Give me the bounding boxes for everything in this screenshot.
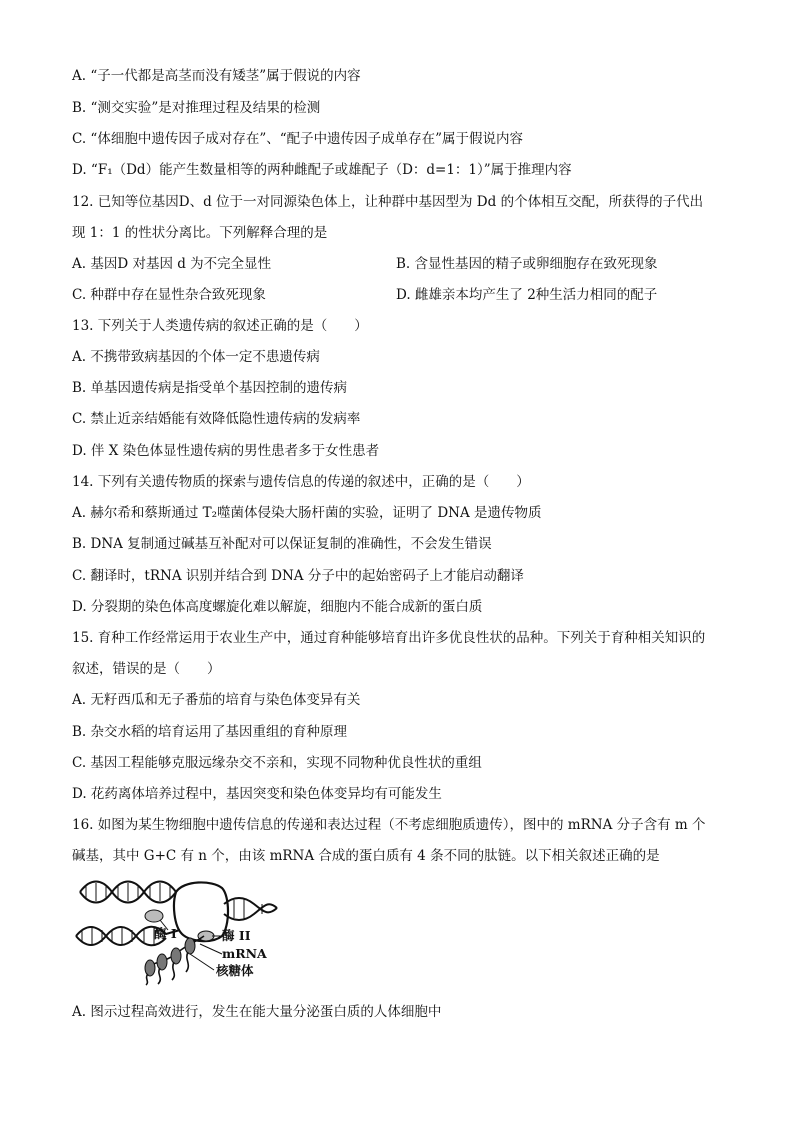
ribosome-2 bbox=[171, 948, 181, 964]
enzyme-2-label: 酶 II bbox=[222, 928, 251, 943]
q12-option-c: C. 种群中存在显性杂合致死现象 bbox=[72, 287, 266, 303]
q15-option-c: C. 基因工程能够克服远缘杂交不亲和，实现不同物种优良性状的重组 bbox=[72, 755, 482, 771]
q12-option-a: A. 基因D 对基因 d 为不完全显性 bbox=[72, 256, 272, 272]
q14-option-b: B. DNA 复制通过碱基互补配对可以保证复制的准确性，不会发生错误 bbox=[72, 536, 492, 552]
q11-option-d: D. “F₁（Dd）能产生数量相等的两种雌配子或雄配子（D：d=1：1）”属于推理内容 bbox=[72, 162, 572, 178]
q14-stem: 14. 下列有关遗传物质的探索与遗传信息的传递的叙述中，正确的是（ ） bbox=[72, 474, 530, 490]
q15-stem-line1: 15. 育种工作经常运用于农业生产中，通过育种能够培育出许多优良性状的品种。下列关于育种相关知识的 bbox=[72, 630, 706, 646]
q15-option-a: A. 无籽西瓜和无子番茄的培育与染色体变异有关 bbox=[72, 692, 361, 708]
q13-stem: 13. 下列关于人类遗传病的叙述正确的是（ ） bbox=[72, 318, 368, 334]
enzyme-1-label: 酶 I bbox=[154, 926, 177, 941]
q11-option-a: A. “子一代都是高茎而没有矮茎”属于假说的内容 bbox=[72, 68, 361, 84]
q13-option-b: B. 单基因遗传病是指受单个基因控制的遗传病 bbox=[72, 380, 348, 396]
ribosome-label: 核糖体 bbox=[216, 963, 254, 978]
ribosome-4 bbox=[145, 960, 155, 976]
q11-option-b: B. “测交实验”是对推理过程及结果的检测 bbox=[72, 100, 321, 116]
q15-option-d: D. 花药离体培养过程中，基因突变和染色体变异均有可能发生 bbox=[72, 786, 442, 802]
q16-stem-line2: 碱基，其中 G+C 有 n 个，由该 mRNA 合成的蛋白质有 4 条不同的肽链。以下相关叙述正确的是 bbox=[72, 848, 660, 864]
q12-option-b: B. 含显性基因的精子或卵细胞存在致死现象 bbox=[396, 256, 658, 272]
q12-stem-line2: 现 1：1 的性状分离比。下列解释合理的是 bbox=[72, 225, 328, 241]
q12-stem-line1: 12. 已知等位基因D、d 位于一对同源染色体上，让种群中基因型为 Dd 的个体相互交配，所获得的子代出 bbox=[72, 194, 704, 210]
ribosome-1 bbox=[185, 938, 195, 954]
dna-helix-right bbox=[224, 898, 277, 920]
q15-option-b: B. 杂交水稻的培育运用了基因重组的育种原理 bbox=[72, 724, 348, 740]
q13-option-d: D. 伴 X 染色体显性遗传病的男性患者多于女性患者 bbox=[72, 443, 380, 459]
q14-option-d: D. 分裂期的染色体高度螺旋化难以解旋，细胞内不能合成新的蛋白质 bbox=[72, 599, 483, 615]
q16-option-a: A. 图示过程高效进行，发生在能大量分泌蛋白质的人体细胞中 bbox=[72, 1004, 442, 1020]
q11-option-c: C. “体细胞中遗传因子成对存在”、“配子中遗传因子成单存在”属于假说内容 bbox=[72, 131, 524, 147]
q14-option-c: C. 翻译时，tRNA 识别并结合到 DNA 分子中的起始密码子上才能启动翻译 bbox=[72, 568, 524, 584]
enzyme-2-blob bbox=[198, 931, 214, 941]
q13-option-c: C. 禁止近亲结婚能有效降低隐性遗传病的发病率 bbox=[72, 411, 361, 427]
q14-option-a: A. 赫尔希和蔡斯通过 T₂噬菌体侵染大肠杆菌的实验，证明了 DNA 是遗传物质 bbox=[72, 505, 542, 521]
q15-stem-line2: 叙述，错误的是（ ） bbox=[72, 661, 221, 677]
dna-helix-upper bbox=[80, 882, 176, 903]
q12-option-d: D. 雌雄亲本均产生了 2种生活力相同的配子 bbox=[396, 287, 658, 303]
q16-stem-line1: 16. 如图为某生物细胞中遗传信息的传递和表达过程（不考虑细胞质遗传），图中的 mRNA 分子含有 m 个 bbox=[72, 817, 706, 833]
transcription-translation-figure bbox=[72, 874, 282, 986]
ribosome-3 bbox=[157, 954, 167, 970]
q13-option-a: A. 不携带致病基因的个体一定不患遗传病 bbox=[72, 349, 320, 365]
mrna-label: mRNA bbox=[222, 946, 267, 961]
